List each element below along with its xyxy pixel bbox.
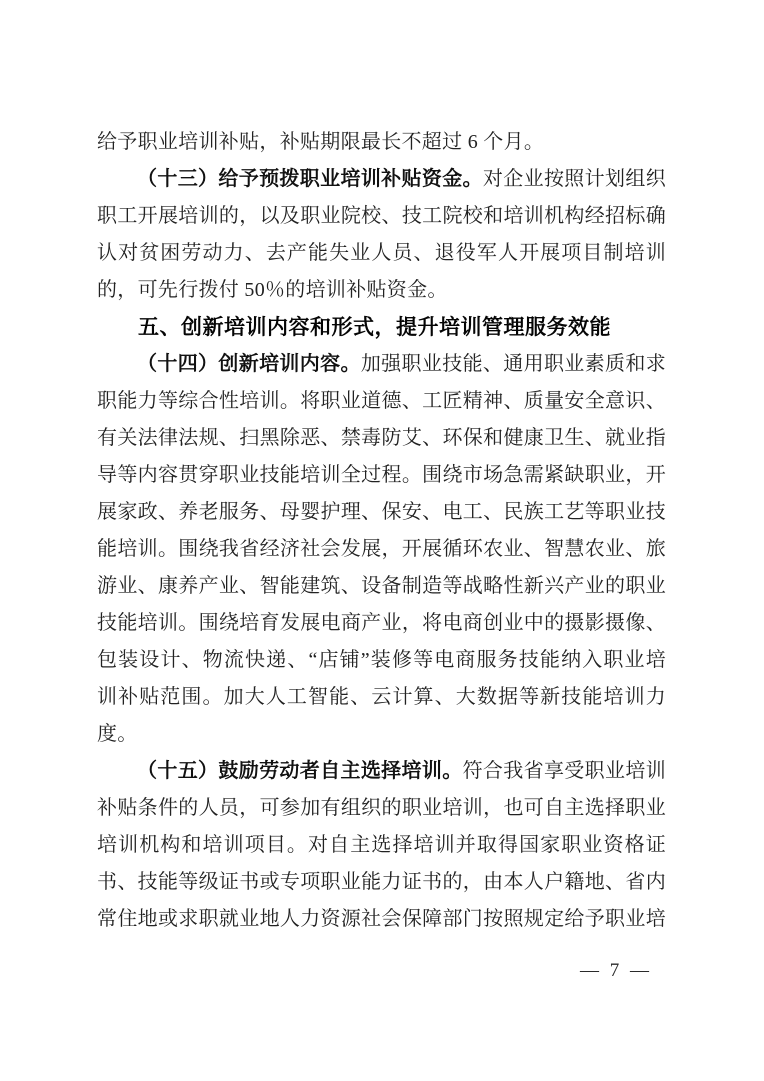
page-number: — 7 — — [580, 960, 652, 981]
document-line: 有关法律法规、扫黑除恶、禁毒防艾、环保和健康卫生、就业指 — [97, 427, 666, 449]
paragraph-lead: （十五）鼓励劳动者自主选择培训。 — [137, 760, 463, 782]
paragraph-lead: （十四）创新培训内容。 — [137, 353, 361, 375]
document-line: 书、技能等级证书或专项职业能力证书的，由本人户籍地、省内 — [97, 871, 666, 893]
document-line: 职能力等综合性培训。将职业道德、工匠精神、质量安全意识、 — [97, 390, 666, 412]
document-line: （十四）创新培训内容。加强职业技能、通用职业素质和求 — [137, 353, 666, 375]
document-line: 的，可先行拨付 50％的培训补贴资金。 — [97, 279, 448, 301]
section-heading: 五、创新培训内容和形式，提升培训管理服务效能 — [138, 316, 611, 339]
document-line: 职工开展培训的，以及职业院校、技工院校和培训机构经招标确 — [97, 205, 666, 227]
document-line: 常住地或求职就业地人力资源社会保障部门按照规定给予职业培 — [97, 908, 666, 930]
document-line: 包装设计、物流快递、“店铺”装修等电商服务技能纳入职业培 — [97, 649, 666, 671]
document-line: 能培训。围绕我省经济社会发展，开展循环农业、智慧农业、旅 — [97, 538, 666, 560]
document-line: 导等内容贯穿职业技能培训全过程。围绕市场急需紧缺职业，开 — [97, 464, 666, 486]
document-line: 展家政、养老服务、母婴护理、保安、电工、民族工艺等职业技 — [97, 501, 666, 523]
document-line: 度。 — [97, 723, 138, 745]
document-line: 游业、康养产业、智能建筑、设备制造等战略性新兴产业的职业 — [97, 575, 666, 597]
document-line: 给予职业培训补贴，补贴期限最长不超过 6 个月。 — [97, 131, 545, 153]
document-line: （十三）给予预拨职业培训补贴资金。对企业按照计划组织 — [137, 168, 667, 190]
paragraph-lead: （十三）给予预拨职业培训补贴资金。 — [137, 168, 483, 190]
document-line: （十五）鼓励劳动者自主选择培训。符合我省享受职业培训 — [137, 760, 666, 782]
document-line: 补贴条件的人员，可参加有组织的职业培训，也可自主选择职业 — [97, 797, 666, 819]
document-line: 技能培训。围绕培育发展电商产业，将电商创业中的摄影摄像、 — [97, 612, 666, 634]
document-line: 培训机构和培训项目。对自主选择培训并取得国家职业资格证 — [97, 834, 666, 856]
document-body — [97, 124, 666, 938]
document-line: 训补贴范围。加大人工智能、云计算、大数据等新技能培训力 — [97, 686, 666, 708]
document-line: 认对贫困劳动力、去产能失业人员、退役军人开展项目制培训 — [97, 242, 666, 264]
